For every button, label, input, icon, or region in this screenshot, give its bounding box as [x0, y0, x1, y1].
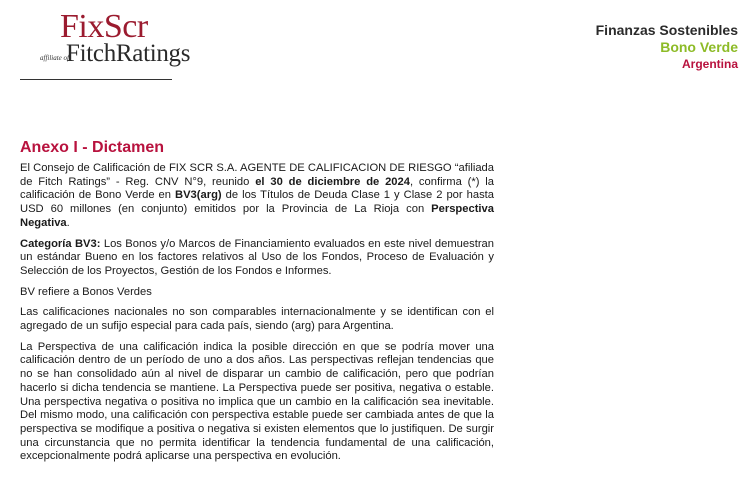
fixscr-fitch-logo	[20, 10, 210, 70]
paragraph-bv-definition: BV refiere a Bonos Verdes	[20, 285, 152, 298]
p1-outlook: Perspectiva Negativa	[20, 203, 494, 229]
paragraph-national-ratings: Las calificaciones nacionales no son comparables internacionalmente y se identifican con el agregado de un sufijo especial para cada país, siendo (arg) para Argentina.	[20, 306, 494, 333]
header-sector: Finanzas Sostenibles	[595, 22, 738, 38]
logo-affiliate-text: affiliate of	[40, 54, 69, 62]
header-divider	[20, 79, 172, 80]
p1-rating: BV3(arg)	[175, 189, 222, 202]
p1-date: el 30 de diciembre de 2024	[255, 175, 410, 188]
paragraph-dictamen	[20, 162, 494, 231]
p2-label: Categoría BV3:	[20, 237, 101, 250]
document-body	[20, 138, 494, 471]
header-country: Argentina	[681, 57, 738, 71]
p1-text-g: .	[66, 216, 70, 229]
paragraph-categoria	[20, 238, 494, 279]
report-header	[596, 22, 738, 73]
p2-text: Los Bonos y/o Marcos de Financiamiento evaluados en este nivel demuestran un estándar Bueno en los factores relativos al Uso de los Fondos, Proceso de Evaluación y Selección de los Proyectos, Gestión de los Fondos e Informes.	[20, 237, 494, 277]
header-instrument: Bono Verde	[660, 39, 738, 55]
paragraph-perspectiva: La Perspectiva de una calificación indica la posible dirección en que se podría mover una calificación dentro de un período de uno a dos años. Las perspectivas reflejan tendencias que no se han consolidado aún al nivel de disparar un cambio de calificación, pero que podrían hacerlo si dicha tendencia se mantiene. La Perspectiva puede ser positiva, negativa o estable. Una perspectiva negativa o positiva no implica que un cambio en la calificación sea inevitable. Del mismo modo, una calificación con perspectiva estable puede ser cambiada antes de que la perspectiva se modifique a positiva o negativa si existen elementos que lo justifiquen. De surgir una circunstancia que no permita identificar la tendencia fundamental de una calificación, excepcionalmente podrá aplicarse una perspectiva en evolución.	[20, 340, 494, 463]
logo-fitchratings-text: FitchRatings	[66, 40, 191, 67]
section-title: Anexo I - Dictamen	[20, 139, 165, 156]
p1-text-e: de los Títulos de Deuda Clase 1 y Clase 2 por hasta USD 60 millones (en conjunto) emitidos por la Provincia de La Rioja con	[20, 189, 494, 216]
p1-text-c: , confirma (*) la calificación de Bono Verde en	[20, 175, 494, 202]
logo-fixscr-text: FixScr	[60, 8, 148, 45]
p1-text-a: El Consejo de Calificación de FIX SCR S.A. AGENTE DE CALIFICACION DE RIESGO “afiliada de Fitch Ratings” - Reg. CNV N°9, reunido	[20, 162, 494, 188]
